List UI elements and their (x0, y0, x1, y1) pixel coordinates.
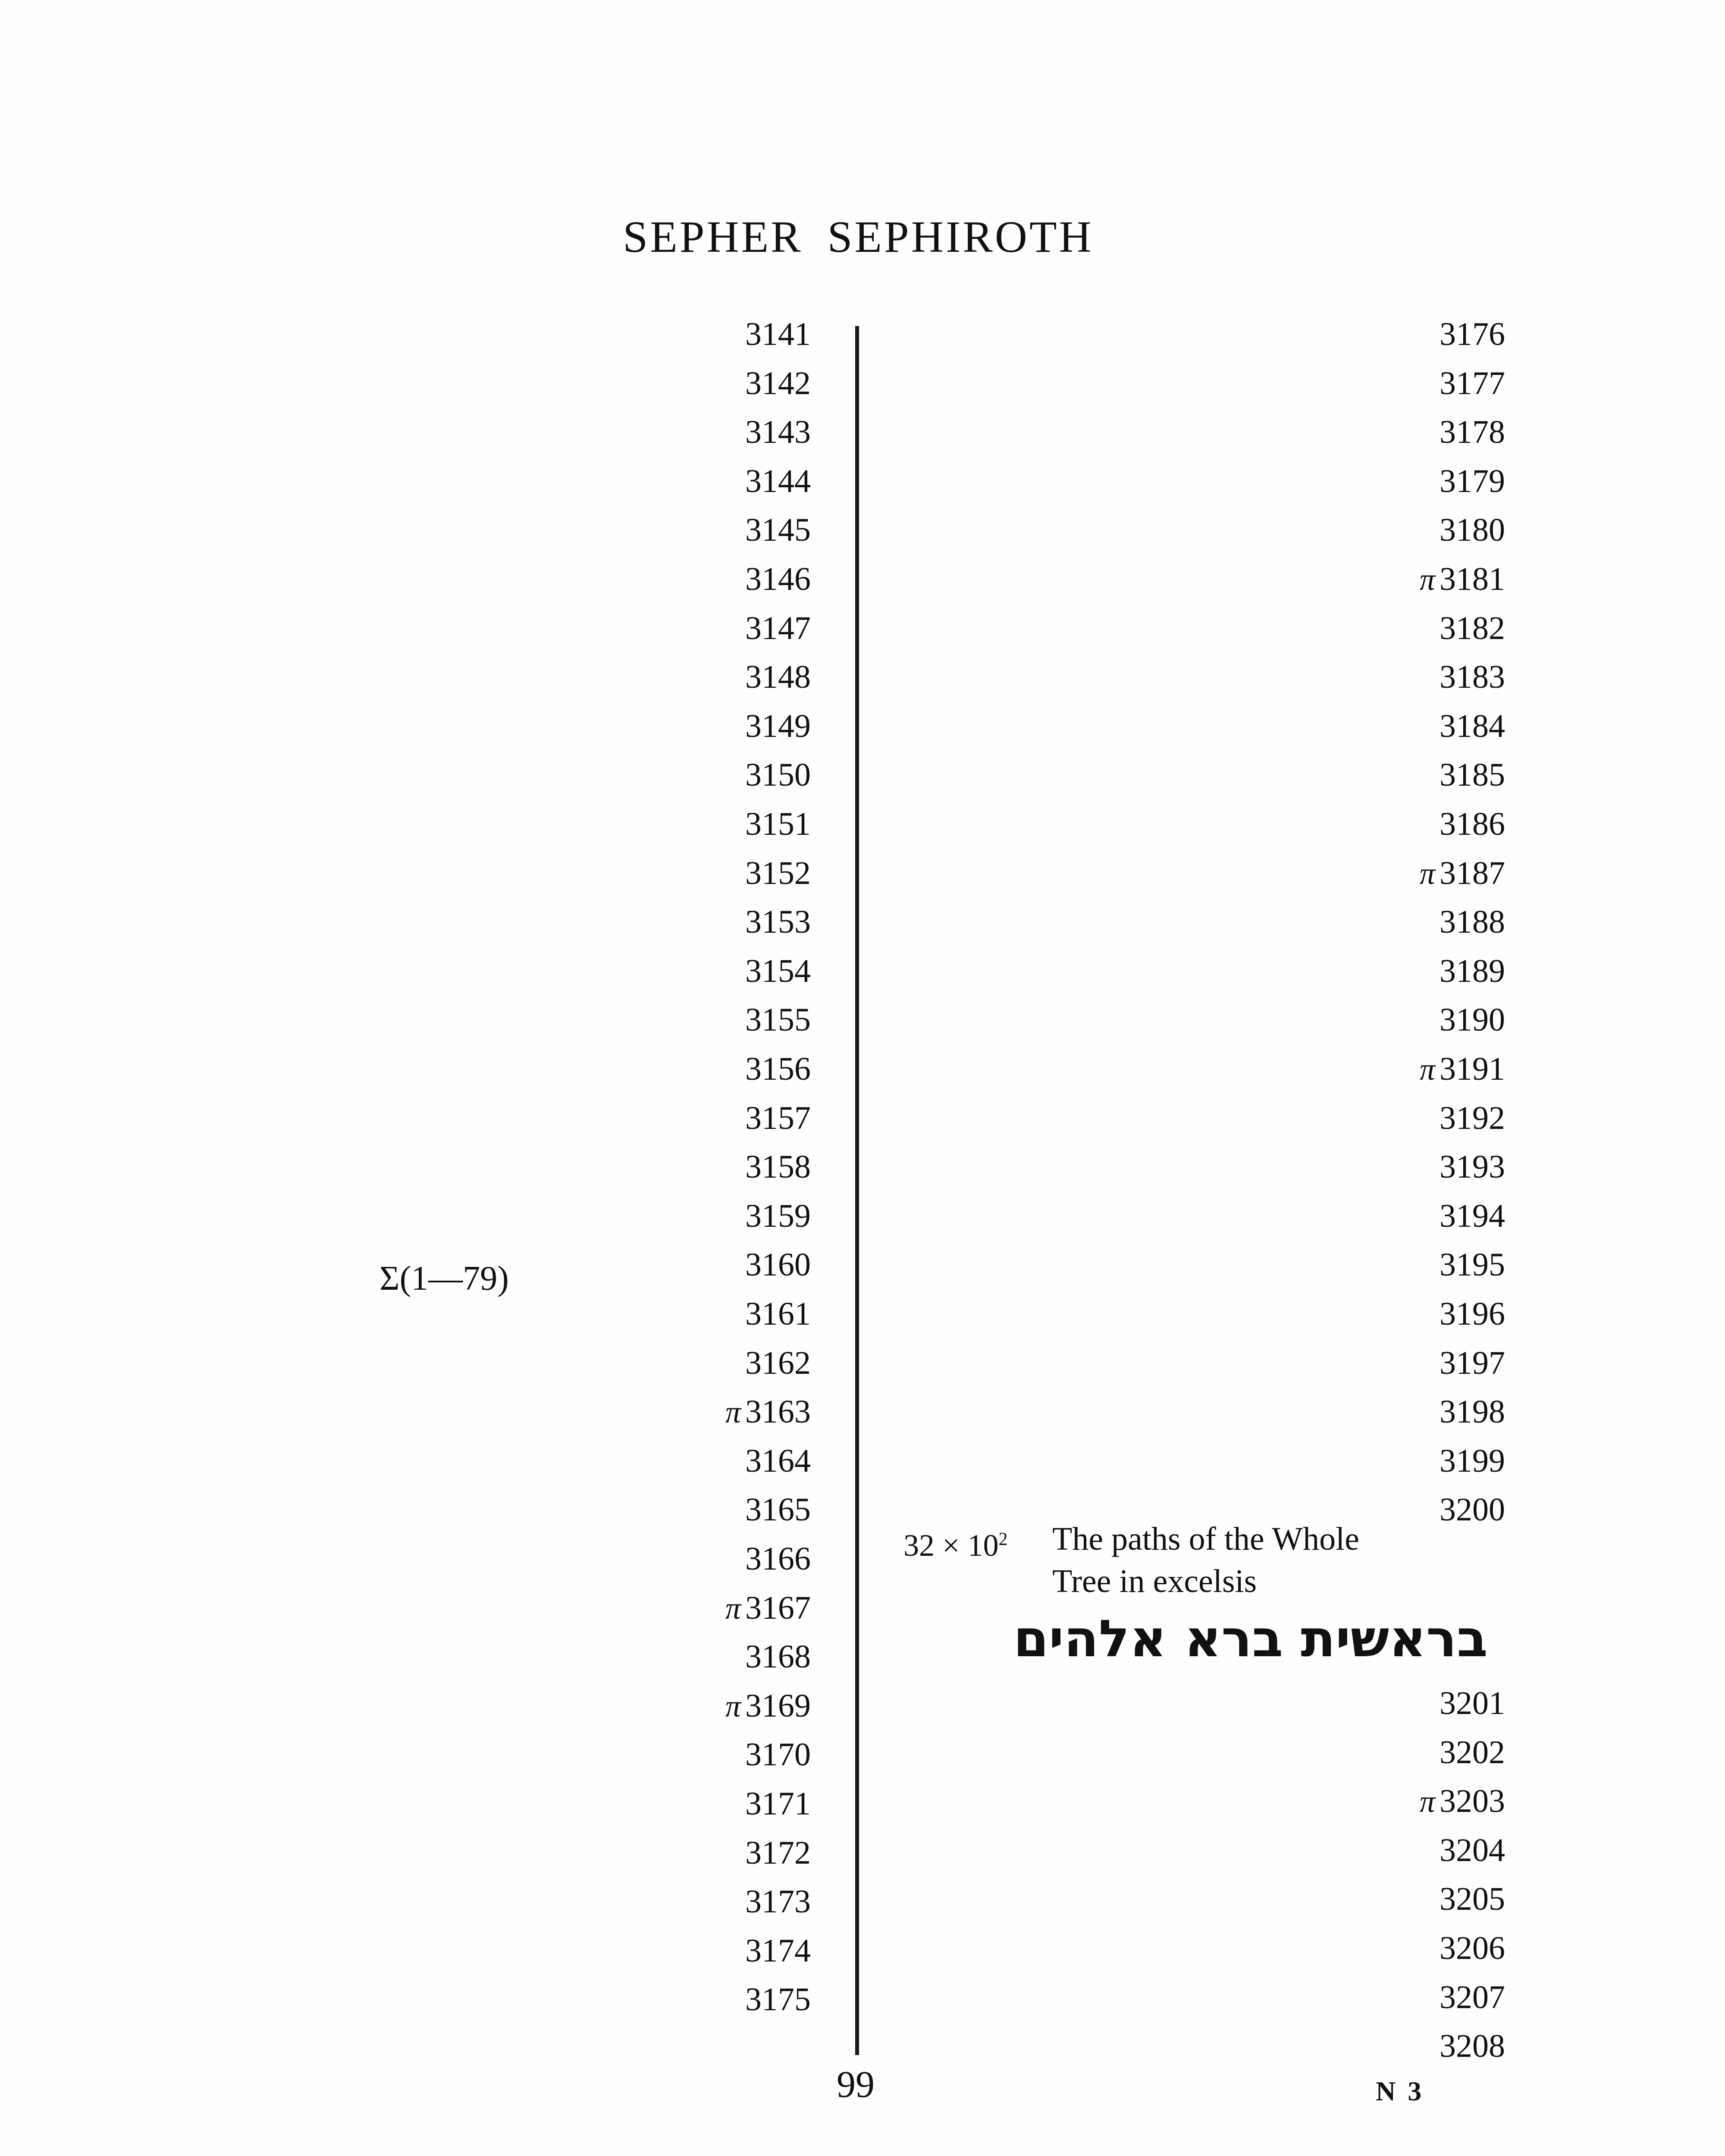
number-value: 3141 (745, 316, 811, 352)
entry-number-3204 (1440, 1829, 1505, 1872)
entry-number-3149 (745, 705, 811, 748)
entry-number-3161 (745, 1292, 811, 1335)
entry-number-3181 (1420, 558, 1505, 601)
coefficient-base: 32 × 10 (903, 1528, 999, 1563)
number-value: 3163 (745, 1394, 811, 1430)
entry-number-3189 (1440, 950, 1505, 993)
number-value: 3142 (745, 365, 811, 401)
number-value: 3196 (1440, 1296, 1505, 1332)
number-value: 3152 (745, 855, 811, 891)
entry-number-3169 (725, 1684, 811, 1728)
entry-number-3206 (1440, 1927, 1505, 1970)
pi-marker: π (725, 1395, 741, 1430)
number-value: 3148 (745, 659, 811, 696)
page-title: SEPHER SEPHIROTH (623, 212, 1094, 262)
number-value: 3204 (1440, 1832, 1505, 1868)
entry-number-3154 (745, 950, 811, 993)
entry-number-3188 (1440, 900, 1505, 943)
entry-number-3178 (1440, 411, 1505, 454)
entry-number-3142 (745, 362, 811, 405)
number-value: 3158 (745, 1149, 811, 1185)
entry-number-3179 (1440, 460, 1505, 503)
entry-number-3166 (745, 1537, 811, 1580)
number-value: 3168 (745, 1639, 811, 1675)
entry-number-3171 (745, 1782, 811, 1825)
entry-number-3184 (1440, 705, 1505, 748)
entry-number-3173 (745, 1880, 811, 1923)
summation-note: Σ(1—79) (380, 1260, 509, 1297)
number-value: 3175 (745, 1981, 811, 2018)
entry-number-3148 (745, 655, 811, 699)
number-value: 3202 (1440, 1734, 1505, 1771)
entry-number-3195 (1440, 1243, 1505, 1286)
number-value: 3188 (1440, 904, 1505, 940)
entry-coefficient (903, 1518, 1008, 1567)
number-value: 3185 (1440, 757, 1505, 793)
number-value: 3206 (1440, 1930, 1505, 1966)
entry-number-3193 (1440, 1145, 1505, 1188)
entry-number-3203 (1420, 1780, 1505, 1823)
entry-number-3174 (745, 1929, 811, 1972)
number-value: 3170 (745, 1736, 811, 1773)
entry-number-3155 (745, 998, 811, 1041)
entry-number-3168 (745, 1635, 811, 1678)
entry-number-3144 (745, 460, 811, 503)
number-value: 3156 (745, 1051, 811, 1087)
entry-number-3160 (745, 1243, 811, 1286)
number-value: 3162 (745, 1344, 811, 1381)
entry-number-3152 (745, 852, 811, 895)
number-value: 3165 (745, 1492, 811, 1528)
entry-number-3186 (1440, 802, 1505, 846)
number-value: 3182 (1440, 610, 1505, 646)
entry-number-3159 (745, 1194, 811, 1238)
number-value: 3144 (745, 463, 811, 499)
number-value: 3176 (1440, 316, 1505, 352)
entry-number-3207 (1440, 1976, 1505, 2019)
number-value: 3177 (1440, 365, 1505, 401)
entry-number-3176 (1440, 313, 1505, 356)
number-value: 3146 (745, 561, 811, 597)
entry-number-3172 (745, 1831, 811, 1874)
number-value: 3200 (1440, 1492, 1505, 1528)
entry-number-3198 (1440, 1390, 1505, 1433)
pi-marker: π (1419, 562, 1435, 597)
entry-number-3153 (745, 900, 811, 943)
number-value: 3154 (745, 953, 811, 989)
entry-number-3175 (745, 1978, 811, 2021)
entry-number-3201 (1440, 1682, 1505, 1725)
pi-marker: π (1419, 1052, 1435, 1087)
number-value: 3189 (1440, 953, 1505, 989)
entry-number-3151 (745, 802, 811, 846)
number-value: 3169 (745, 1687, 811, 1724)
number-value: 3201 (1440, 1685, 1505, 1721)
signature-mark: N 3 (1376, 2076, 1424, 2106)
number-value: 3171 (745, 1786, 811, 1822)
page-number: 99 (837, 2064, 875, 2106)
pi-marker: π (725, 1591, 741, 1626)
number-value: 3193 (1440, 1149, 1505, 1185)
pi-marker: π (1419, 1784, 1435, 1819)
entry-number-3150 (745, 753, 811, 796)
number-value: 3205 (1440, 1881, 1505, 1918)
number-value: 3150 (745, 757, 811, 793)
entry-number-3164 (745, 1439, 811, 1482)
number-value: 3194 (1440, 1197, 1505, 1234)
number-value: 3199 (1440, 1442, 1505, 1479)
number-value: 3166 (745, 1541, 811, 1577)
number-value: 3153 (745, 904, 811, 940)
number-value: 3180 (1440, 512, 1505, 548)
entry-description (1052, 1518, 1359, 1602)
entry-number-3165 (745, 1488, 811, 1531)
entry-number-3190 (1440, 998, 1505, 1041)
entry-number-3162 (745, 1341, 811, 1385)
number-value: 3145 (745, 512, 811, 548)
number-value: 3195 (1440, 1247, 1505, 1283)
entry-number-3167 (725, 1586, 811, 1630)
number-value: 3208 (1440, 2028, 1505, 2065)
number-value: 3172 (745, 1834, 811, 1871)
pi-marker: π (1419, 856, 1435, 891)
number-value: 3190 (1440, 1002, 1505, 1038)
number-value: 3187 (1440, 855, 1505, 891)
number-value: 3161 (745, 1296, 811, 1332)
hebrew-phrase: בראשית ברא אלהים (1013, 1609, 1488, 1668)
entry-number-3199 (1440, 1439, 1505, 1482)
number-value: 3203 (1440, 1783, 1505, 1820)
number-value: 3149 (745, 708, 811, 744)
pi-marker: π (725, 1689, 741, 1724)
entry-number-3208 (1440, 2024, 1505, 2068)
number-value: 3147 (745, 610, 811, 646)
entry-number-3170 (745, 1733, 811, 1776)
entry-number-3163 (725, 1390, 811, 1434)
number-value: 3197 (1440, 1344, 1505, 1381)
entry-number-3145 (745, 508, 811, 552)
entry-number-3202 (1440, 1731, 1505, 1774)
number-value: 3179 (1440, 463, 1505, 499)
entry-number-3143 (745, 411, 811, 454)
entry-number-3197 (1440, 1341, 1505, 1385)
entry-number-3157 (745, 1097, 811, 1140)
entry-number-3183 (1440, 655, 1505, 699)
entry-number-3205 (1440, 1877, 1505, 1921)
entry-number-3146 (745, 558, 811, 601)
entry-number-3180 (1440, 508, 1505, 552)
entry-number-3185 (1440, 753, 1505, 796)
number-value: 3183 (1440, 659, 1505, 696)
entry-number-3196 (1440, 1292, 1505, 1335)
entry-number-3192 (1440, 1097, 1505, 1140)
column-divider (855, 326, 859, 2055)
entry-number-3141 (745, 313, 811, 356)
entry-number-3187 (1420, 852, 1505, 895)
number-value: 3186 (1440, 806, 1505, 842)
entry-number-3191 (1420, 1047, 1505, 1091)
number-value: 3167 (745, 1589, 811, 1626)
entry-number-3177 (1440, 362, 1505, 405)
entry-number-3200 (1440, 1488, 1505, 1531)
number-value: 3159 (745, 1197, 811, 1234)
entry-number-3156 (745, 1047, 811, 1091)
description-line-2: Tree in excelsis (1052, 1563, 1257, 1599)
number-value: 3181 (1440, 561, 1505, 597)
number-value: 3191 (1440, 1051, 1505, 1087)
number-value: 3143 (745, 414, 811, 451)
coefficient-exponent: 2 (998, 1529, 1008, 1549)
number-value: 3184 (1440, 708, 1505, 744)
number-value: 3151 (745, 806, 811, 842)
description-line-1: The paths of the Whole (1052, 1521, 1359, 1557)
entry-number-3147 (745, 607, 811, 650)
number-value: 3178 (1440, 414, 1505, 451)
number-value: 3160 (745, 1247, 811, 1283)
number-value: 3192 (1440, 1100, 1505, 1136)
entry-number-3182 (1440, 607, 1505, 650)
number-value: 3173 (745, 1883, 811, 1920)
number-value: 3174 (745, 1932, 811, 1969)
number-value: 3157 (745, 1100, 811, 1136)
number-value: 3155 (745, 1002, 811, 1038)
number-value: 3198 (1440, 1394, 1505, 1430)
number-value: 3207 (1440, 1979, 1505, 2015)
number-value: 3164 (745, 1442, 811, 1479)
entry-number-3158 (745, 1145, 811, 1188)
entry-number-3194 (1440, 1194, 1505, 1238)
